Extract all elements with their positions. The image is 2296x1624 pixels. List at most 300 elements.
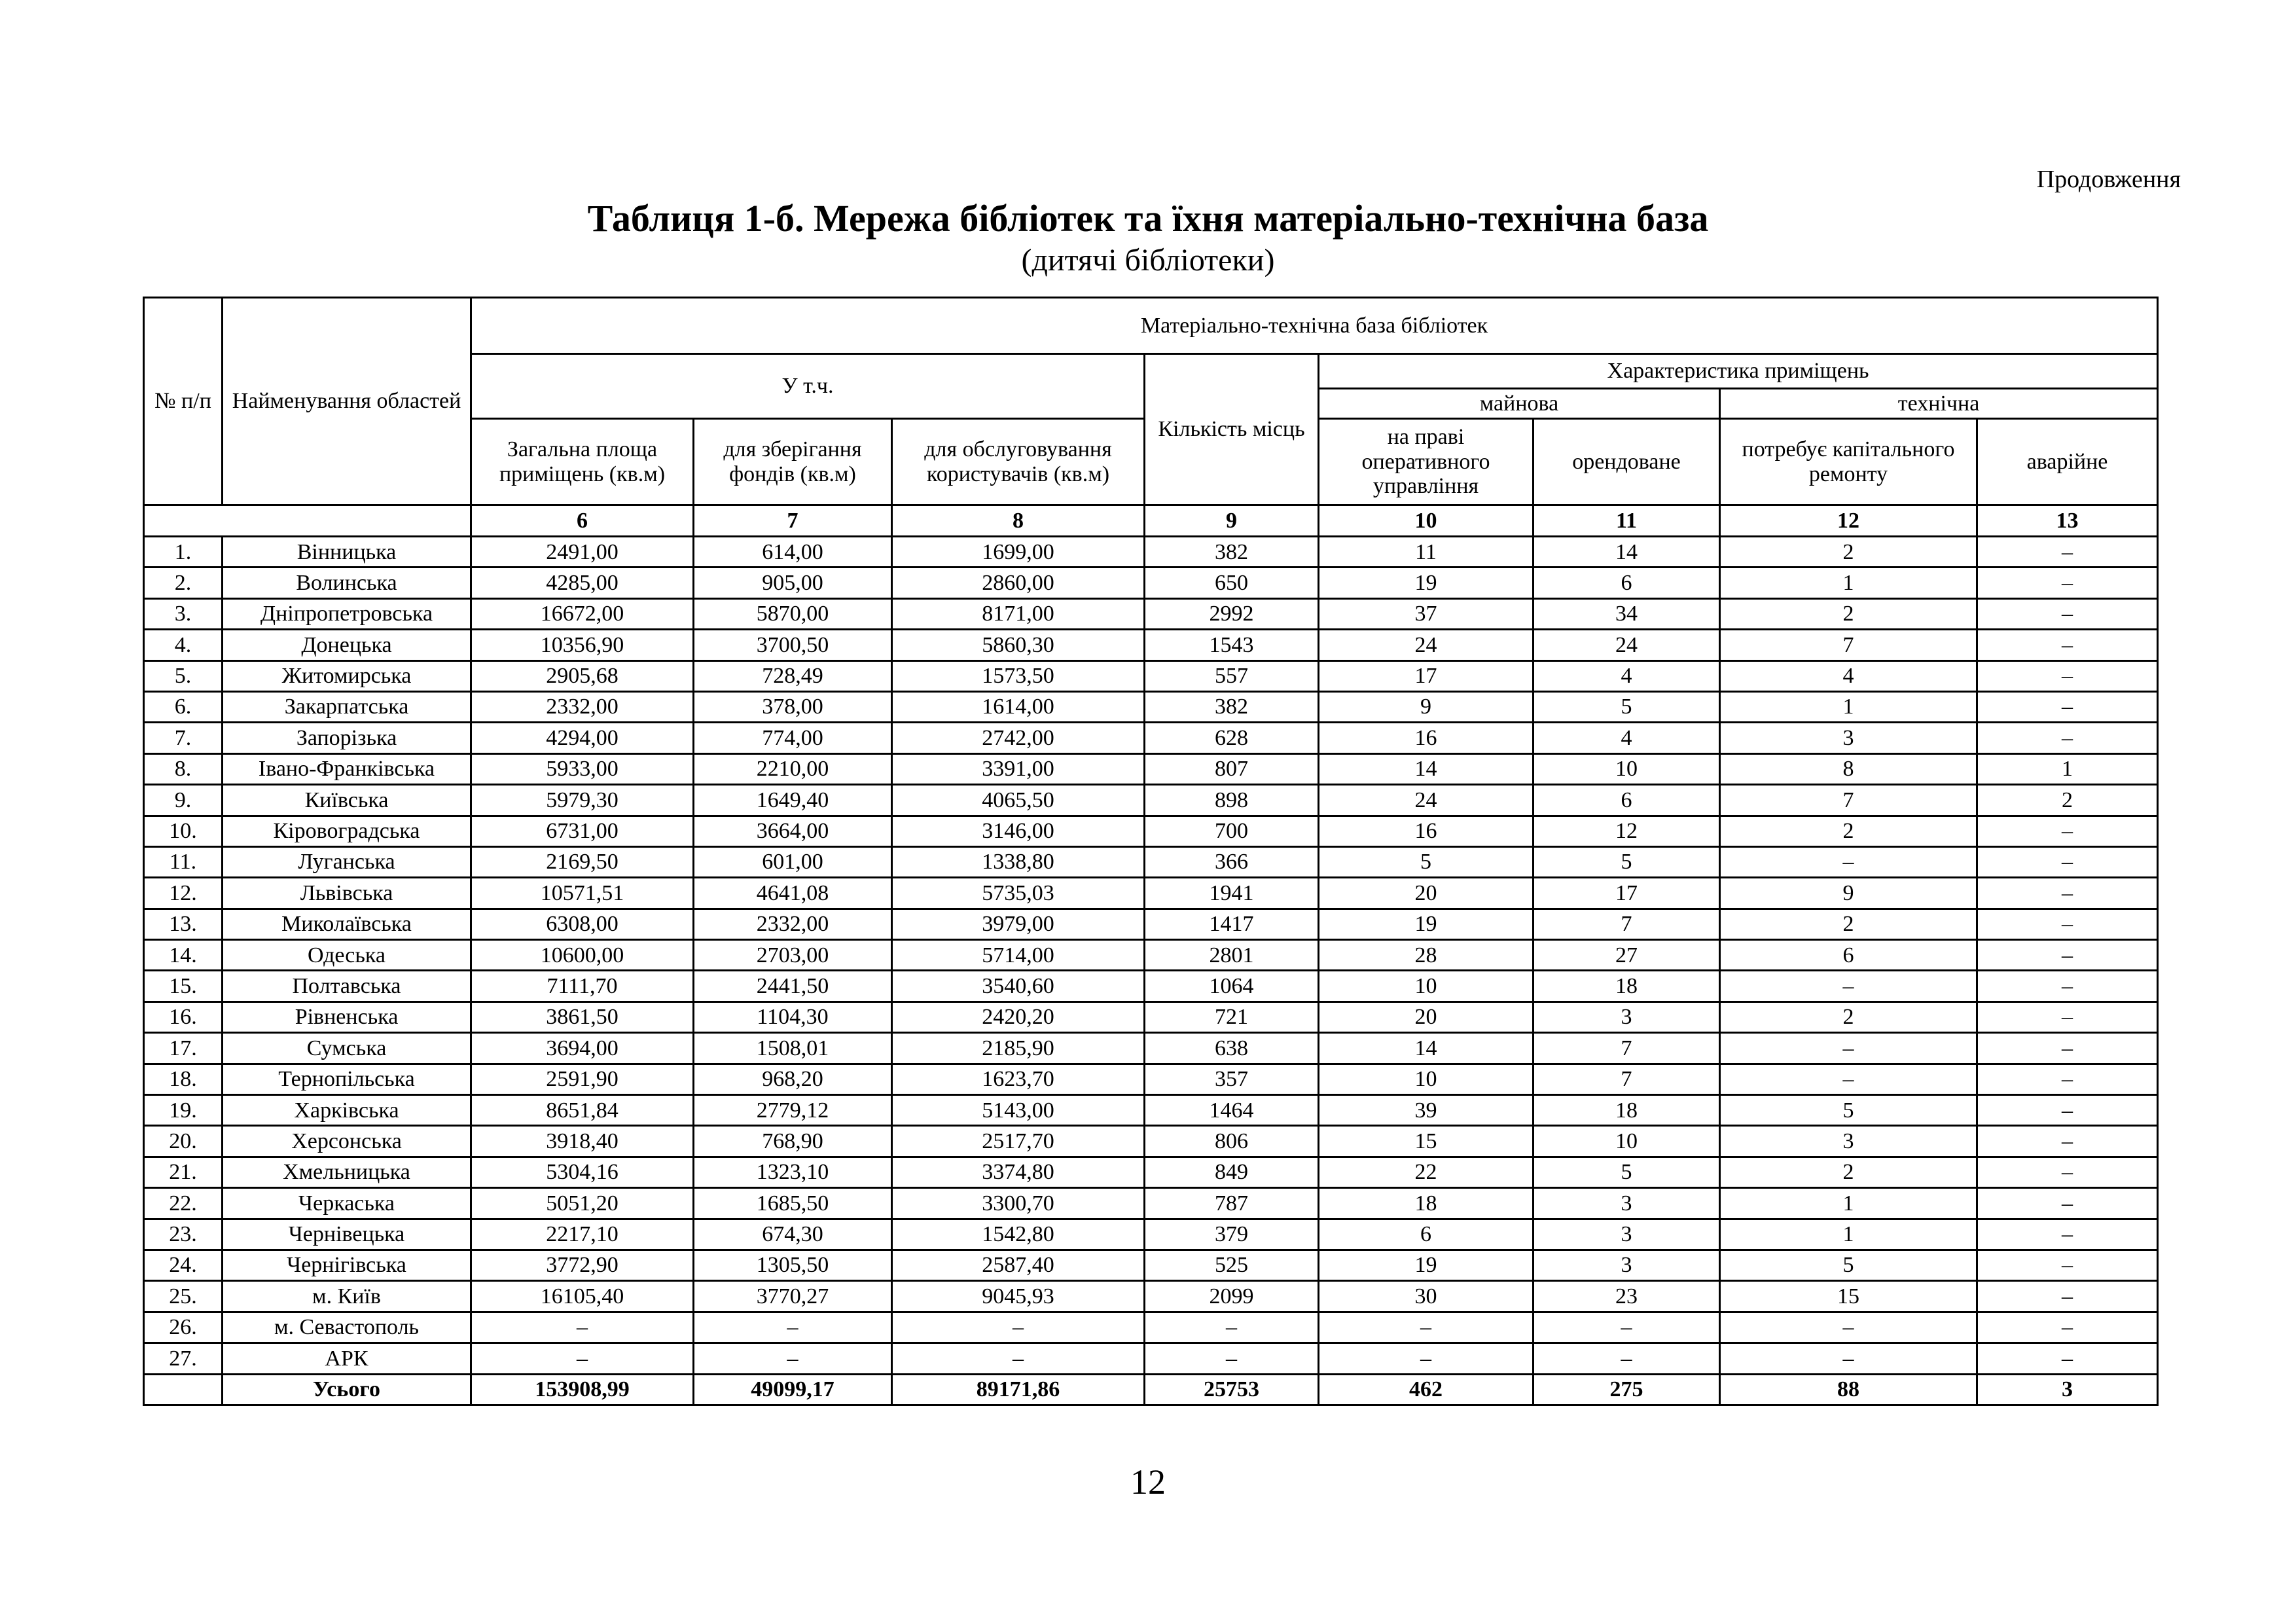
seats-cell: – <box>1145 1312 1319 1343</box>
needs-repair-cell: 2 <box>1720 598 1977 629</box>
service-area-cell: 1699,00 <box>892 537 1145 568</box>
emergency-cell: – <box>1977 1033 2158 1064</box>
table-row <box>144 568 2158 598</box>
seats-cell: 898 <box>1145 785 1319 816</box>
row-number-cell: 19. <box>144 1095 223 1126</box>
storage-area-cell: 4641,08 <box>694 878 892 909</box>
total-area-cell: 10600,00 <box>471 940 694 971</box>
emergency-cell: 1 <box>1977 753 2158 784</box>
libraries-table <box>143 297 2159 1406</box>
storage-area-cell: 3770,27 <box>694 1281 892 1312</box>
row-number-cell: 6. <box>144 691 223 722</box>
needs-repair-cell: 1 <box>1720 1188 1977 1219</box>
total-area-cell: 3772,90 <box>471 1250 694 1280</box>
operative-cell: 14 <box>1319 753 1534 784</box>
header-num: № п/п <box>144 298 223 505</box>
service-area-cell: 3979,00 <box>892 909 1145 939</box>
rented-cell: 6 <box>1534 568 1720 598</box>
table-row <box>144 598 2158 629</box>
total-area-cell: 5979,30 <box>471 785 694 816</box>
table-row <box>144 1126 2158 1157</box>
service-area-cell: 3300,70 <box>892 1188 1145 1219</box>
needs-repair-cell: 7 <box>1720 630 1977 660</box>
storage-area-cell: 728,49 <box>694 660 892 691</box>
emergency-cell: – <box>1977 1095 2158 1126</box>
emergency-cell: – <box>1977 878 2158 909</box>
needs-repair-cell: 15 <box>1720 1281 1977 1312</box>
row-number-cell: 4. <box>144 630 223 660</box>
seats-cell: 628 <box>1145 723 1319 753</box>
operative-cell: 19 <box>1319 568 1534 598</box>
row-number-cell: 12. <box>144 878 223 909</box>
table-row <box>144 660 2158 691</box>
rented-cell: 24 <box>1534 630 1720 660</box>
rented-cell: – <box>1534 1343 1720 1374</box>
needs-repair-cell: – <box>1720 1033 1977 1064</box>
operative-cell: 15 <box>1319 1126 1534 1157</box>
seats-cell: 2099 <box>1145 1281 1319 1312</box>
needs-repair-cell: 6 <box>1720 940 1977 971</box>
header-property: майнова <box>1319 389 1720 419</box>
operative-cell: 9 <box>1319 691 1534 722</box>
rented-cell: 18 <box>1534 1095 1720 1126</box>
row-number-cell: 11. <box>144 846 223 877</box>
seats-cell: 382 <box>1145 537 1319 568</box>
rented-cell: 5 <box>1534 846 1720 877</box>
row-number-cell: 25. <box>144 1281 223 1312</box>
total-seats-cell: 25753 <box>1145 1374 1319 1405</box>
needs-repair-cell: – <box>1720 846 1977 877</box>
seats-cell: 366 <box>1145 846 1319 877</box>
total-area-cell: 2332,00 <box>471 691 694 722</box>
table-row <box>144 1157 2158 1187</box>
total-area-cell: 5051,20 <box>471 1188 694 1219</box>
rented-cell: 23 <box>1534 1281 1720 1312</box>
region-name-cell: м. Київ <box>223 1281 471 1312</box>
storage-area-cell: 2332,00 <box>694 909 892 939</box>
seats-cell: 382 <box>1145 691 1319 722</box>
row-number-cell: 20. <box>144 1126 223 1157</box>
emergency-cell: – <box>1977 816 2158 846</box>
header-rented: орендоване <box>1534 419 1720 505</box>
storage-area-cell: 2441,50 <box>694 971 892 1001</box>
row-number-cell: 23. <box>144 1219 223 1250</box>
operative-cell: 19 <box>1319 909 1534 939</box>
needs-repair-cell: – <box>1720 1343 1977 1374</box>
needs-repair-cell: 5 <box>1720 1250 1977 1280</box>
total-area-cell: 3861,50 <box>471 1001 694 1032</box>
table-row <box>144 1001 2158 1032</box>
emergency-cell: – <box>1977 630 2158 660</box>
table-row <box>144 1343 2158 1374</box>
row-number-cell: 5. <box>144 660 223 691</box>
total-area-cell: 4294,00 <box>471 723 694 753</box>
row-number-cell: 9. <box>144 785 223 816</box>
row-number-cell: 21. <box>144 1157 223 1187</box>
column-numbers-row <box>144 505 2158 537</box>
rented-cell: 4 <box>1534 723 1720 753</box>
row-number-cell: 17. <box>144 1033 223 1064</box>
seats-cell: 1941 <box>1145 878 1319 909</box>
total-area-cell: 2905,68 <box>471 660 694 691</box>
region-name-cell: Одеська <box>223 940 471 971</box>
region-name-cell: Житомирська <box>223 660 471 691</box>
emergency-cell: – <box>1977 723 2158 753</box>
operative-cell: 10 <box>1319 1064 1534 1094</box>
region-name-cell: Херсонська <box>223 1126 471 1157</box>
needs-repair-cell: – <box>1720 1312 1977 1343</box>
row-number-cell: 7. <box>144 723 223 753</box>
service-area-cell: 3540,60 <box>892 971 1145 1001</box>
total-storage-area-cell: 49099,17 <box>694 1374 892 1405</box>
rented-cell: 14 <box>1534 537 1720 568</box>
seats-cell: 1417 <box>1145 909 1319 939</box>
table-row <box>144 1064 2158 1094</box>
operative-cell: 20 <box>1319 1001 1534 1032</box>
needs-repair-cell: 4 <box>1720 660 1977 691</box>
operative-cell: 18 <box>1319 1188 1534 1219</box>
region-name-cell: Черкаська <box>223 1188 471 1219</box>
table-row <box>144 1281 2158 1312</box>
region-name-cell: Чернівецька <box>223 1219 471 1250</box>
total-area-cell: 4285,00 <box>471 568 694 598</box>
storage-area-cell: 5870,00 <box>694 598 892 629</box>
needs-repair-cell: 2 <box>1720 537 1977 568</box>
total-area-cell: 5933,00 <box>471 753 694 784</box>
table-row <box>144 691 2158 722</box>
seats-cell: 379 <box>1145 1219 1319 1250</box>
table-row <box>144 630 2158 660</box>
column-number: 10 <box>1319 505 1534 537</box>
column-number: 8 <box>892 505 1145 537</box>
row-number-cell: 15. <box>144 971 223 1001</box>
service-area-cell: 2587,40 <box>892 1250 1145 1280</box>
seats-cell: 525 <box>1145 1250 1319 1280</box>
seats-cell: 807 <box>1145 753 1319 784</box>
service-area-cell: 2517,70 <box>892 1126 1145 1157</box>
rented-cell: – <box>1534 1312 1720 1343</box>
operative-cell: 28 <box>1319 940 1534 971</box>
needs-repair-cell: 1 <box>1720 568 1977 598</box>
row-number-cell: 18. <box>144 1064 223 1094</box>
table-row <box>144 909 2158 939</box>
region-name-cell: Хмельницька <box>223 1157 471 1187</box>
operative-cell: 24 <box>1319 785 1534 816</box>
storage-area-cell: 1323,10 <box>694 1157 892 1187</box>
page-title: Таблиця 1-б. Мережа бібліотек та їхня матеріально-технічна база <box>587 197 1709 240</box>
rented-cell: 17 <box>1534 878 1720 909</box>
rented-cell: 7 <box>1534 909 1720 939</box>
emergency-cell: – <box>1977 1281 2158 1312</box>
total-area-cell: 10571,51 <box>471 878 694 909</box>
emergency-cell: – <box>1977 1064 2158 1094</box>
region-name-cell: Рівненська <box>223 1001 471 1032</box>
rented-cell: 18 <box>1534 971 1720 1001</box>
emergency-cell: – <box>1977 846 2158 877</box>
service-area-cell: 1338,80 <box>892 846 1145 877</box>
total-needs-repair-cell: 88 <box>1720 1374 1977 1405</box>
page-subtitle: (дитячі бібліотеки) <box>1021 243 1275 278</box>
storage-area-cell: 3700,50 <box>694 630 892 660</box>
header-emergency: аварійне <box>1977 419 2158 505</box>
storage-area-cell: 378,00 <box>694 691 892 722</box>
table-header <box>144 298 2158 537</box>
emergency-cell: – <box>1977 1312 2158 1343</box>
region-name-cell: Полтавська <box>223 971 471 1001</box>
seats-cell: 2801 <box>1145 940 1319 971</box>
total-area-cell: 6308,00 <box>471 909 694 939</box>
storage-area-cell: 1508,01 <box>694 1033 892 1064</box>
region-name-cell: Львівська <box>223 878 471 909</box>
service-area-cell: – <box>892 1343 1145 1374</box>
total-area-cell: 3694,00 <box>471 1033 694 1064</box>
total-area-cell: 5304,16 <box>471 1157 694 1187</box>
header-seats: Кількість місць <box>1145 354 1319 505</box>
seats-cell: – <box>1145 1343 1319 1374</box>
table-row <box>144 1095 2158 1126</box>
service-area-cell: 3146,00 <box>892 816 1145 846</box>
total-area-cell: 16105,40 <box>471 1281 694 1312</box>
table-row <box>144 723 2158 753</box>
row-number-cell: 26. <box>144 1312 223 1343</box>
total-area-cell: 2591,90 <box>471 1064 694 1094</box>
total-area-cell: 2491,00 <box>471 537 694 568</box>
table-row <box>144 1033 2158 1064</box>
total-emergency-cell: 3 <box>1977 1374 2158 1405</box>
table-row <box>144 785 2158 816</box>
needs-repair-cell: – <box>1720 1064 1977 1094</box>
operative-cell: 16 <box>1319 816 1534 846</box>
header-technical: технічна <box>1720 389 2158 419</box>
row-number-cell: 10. <box>144 816 223 846</box>
storage-area-cell: 1685,50 <box>694 1188 892 1219</box>
service-area-cell: 2185,90 <box>892 1033 1145 1064</box>
header-service: для обслуговування користувачів (кв.м) <box>892 419 1145 505</box>
continuation-label: Продовження <box>2036 166 2181 193</box>
emergency-cell: – <box>1977 660 2158 691</box>
column-number: 12 <box>1720 505 1977 537</box>
header-material-base: Матеріально-технічна база бібліотек <box>471 298 2158 354</box>
page-number: 12 <box>1130 1462 1166 1502</box>
operative-cell: 14 <box>1319 1033 1534 1064</box>
service-area-cell: 5860,30 <box>892 630 1145 660</box>
seats-cell: 357 <box>1145 1064 1319 1094</box>
service-area-cell: 2420,20 <box>892 1001 1145 1032</box>
region-name-cell: Миколаївська <box>223 909 471 939</box>
service-area-cell: 1573,50 <box>892 660 1145 691</box>
region-name-cell: Волинська <box>223 568 471 598</box>
table-row <box>144 878 2158 909</box>
service-area-cell: 2860,00 <box>892 568 1145 598</box>
region-name-cell: Вінницька <box>223 537 471 568</box>
storage-area-cell: 1305,50 <box>694 1250 892 1280</box>
operative-cell: 37 <box>1319 598 1534 629</box>
service-area-cell: 5735,03 <box>892 878 1145 909</box>
needs-repair-cell: 5 <box>1720 1095 1977 1126</box>
storage-area-cell: 674,30 <box>694 1219 892 1250</box>
emergency-cell: – <box>1977 691 2158 722</box>
service-area-cell: 9045,93 <box>892 1281 1145 1312</box>
total-area-cell: 2169,50 <box>471 846 694 877</box>
header-operative: на праві оперативного управління <box>1319 419 1534 505</box>
emergency-cell: – <box>1977 1157 2158 1187</box>
emergency-cell: – <box>1977 1126 2158 1157</box>
row-number-cell: 3. <box>144 598 223 629</box>
table-row <box>144 971 2158 1001</box>
seats-cell: 721 <box>1145 1001 1319 1032</box>
storage-area-cell: 614,00 <box>694 537 892 568</box>
region-name-cell: Київська <box>223 785 471 816</box>
seats-cell: 1543 <box>1145 630 1319 660</box>
operative-cell: 20 <box>1319 878 1534 909</box>
total-area-cell: 3918,40 <box>471 1126 694 1157</box>
region-name-cell: Чернігівська <box>223 1250 471 1280</box>
emergency-cell: – <box>1977 568 2158 598</box>
column-number: 11 <box>1534 505 1720 537</box>
table-row <box>144 846 2158 877</box>
region-name-cell: Івано-Франківська <box>223 753 471 784</box>
service-area-cell: – <box>892 1312 1145 1343</box>
total-row-number-cell <box>144 1374 223 1405</box>
operative-cell: 6 <box>1319 1219 1534 1250</box>
rented-cell: 10 <box>1534 753 1720 784</box>
region-name-cell: Тернопільська <box>223 1064 471 1094</box>
rented-cell: 3 <box>1534 1219 1720 1250</box>
emergency-cell: – <box>1977 940 2158 971</box>
region-name-cell: Харківська <box>223 1095 471 1126</box>
needs-repair-cell: 8 <box>1720 753 1977 784</box>
emergency-cell: – <box>1977 909 2158 939</box>
storage-area-cell: 768,90 <box>694 1126 892 1157</box>
total-area-cell: 10356,90 <box>471 630 694 660</box>
seats-cell: 700 <box>1145 816 1319 846</box>
emergency-cell: 2 <box>1977 785 2158 816</box>
seats-cell: 1064 <box>1145 971 1319 1001</box>
region-name-cell: Запорізька <box>223 723 471 753</box>
operative-cell: 39 <box>1319 1095 1534 1126</box>
needs-repair-cell: 2 <box>1720 816 1977 846</box>
needs-repair-cell: 1 <box>1720 691 1977 722</box>
rented-cell: 34 <box>1534 598 1720 629</box>
needs-repair-cell: – <box>1720 971 1977 1001</box>
rented-cell: 6 <box>1534 785 1720 816</box>
rented-cell: 7 <box>1534 1064 1720 1094</box>
rented-cell: 3 <box>1534 1001 1720 1032</box>
total-total-area-cell: 153908,99 <box>471 1374 694 1405</box>
storage-area-cell: 1104,30 <box>694 1001 892 1032</box>
region-name-cell: м. Севастополь <box>223 1312 471 1343</box>
rented-cell: 5 <box>1534 691 1720 722</box>
table-row <box>144 1188 2158 1219</box>
service-area-cell: 8171,00 <box>892 598 1145 629</box>
operative-cell: 24 <box>1319 630 1534 660</box>
rented-cell: 5 <box>1534 1157 1720 1187</box>
region-name-cell: Донецька <box>223 630 471 660</box>
operative-cell: – <box>1319 1343 1534 1374</box>
row-number-cell: 16. <box>144 1001 223 1032</box>
table-row <box>144 1312 2158 1343</box>
row-number-cell: 27. <box>144 1343 223 1374</box>
total-area-cell: – <box>471 1312 694 1343</box>
column-number: 9 <box>1145 505 1319 537</box>
operative-cell: – <box>1319 1312 1534 1343</box>
total-area-cell: 2217,10 <box>471 1219 694 1250</box>
header-total-area: Загальна площа приміщень (кв.м) <box>471 419 694 505</box>
table-row <box>144 1250 2158 1280</box>
header-storage: для зберігання фондів (кв.м) <box>694 419 892 505</box>
operative-cell: 30 <box>1319 1281 1534 1312</box>
emergency-cell: – <box>1977 537 2158 568</box>
needs-repair-cell: 2 <box>1720 1157 1977 1187</box>
emergency-cell: – <box>1977 598 2158 629</box>
seats-cell: 849 <box>1145 1157 1319 1187</box>
seats-cell: 557 <box>1145 660 1319 691</box>
storage-area-cell: 1649,40 <box>694 785 892 816</box>
seats-cell: 2992 <box>1145 598 1319 629</box>
header-premises: Характеристика приміщень <box>1319 354 2158 389</box>
rented-cell: 27 <box>1534 940 1720 971</box>
service-area-cell: 3374,80 <box>892 1157 1145 1187</box>
service-area-cell: 1614,00 <box>892 691 1145 722</box>
region-name-cell: Кіровоградська <box>223 816 471 846</box>
row-number-cell: 24. <box>144 1250 223 1280</box>
storage-area-cell: 2703,00 <box>694 940 892 971</box>
region-name-cell: Сумська <box>223 1033 471 1064</box>
needs-repair-cell: 3 <box>1720 723 1977 753</box>
table-row <box>144 816 2158 846</box>
table-row <box>144 940 2158 971</box>
total-area-cell: 6731,00 <box>471 816 694 846</box>
table-row <box>144 1219 2158 1250</box>
needs-repair-cell: 1 <box>1720 1219 1977 1250</box>
emergency-cell: – <box>1977 1343 2158 1374</box>
row-number-cell: 1. <box>144 537 223 568</box>
column-number-spacer <box>144 505 471 537</box>
operative-cell: 17 <box>1319 660 1534 691</box>
row-number-cell: 2. <box>144 568 223 598</box>
service-area-cell: 1542,80 <box>892 1219 1145 1250</box>
operative-cell: 5 <box>1319 846 1534 877</box>
needs-repair-cell: 7 <box>1720 785 1977 816</box>
operative-cell: 16 <box>1319 723 1534 753</box>
total-area-cell: 7111,70 <box>471 971 694 1001</box>
storage-area-cell: 601,00 <box>694 846 892 877</box>
row-number-cell: 14. <box>144 940 223 971</box>
seats-cell: 1464 <box>1145 1095 1319 1126</box>
rented-cell: 4 <box>1534 660 1720 691</box>
emergency-cell: – <box>1977 1001 2158 1032</box>
service-area-cell: 4065,50 <box>892 785 1145 816</box>
table-row <box>144 537 2158 568</box>
total-area-cell: 16672,00 <box>471 598 694 629</box>
rented-cell: 10 <box>1534 1126 1720 1157</box>
operative-cell: 11 <box>1319 537 1534 568</box>
service-area-cell: 3391,00 <box>892 753 1145 784</box>
needs-repair-cell: 3 <box>1720 1126 1977 1157</box>
total-operative-cell: 462 <box>1319 1374 1534 1405</box>
rented-cell: 3 <box>1534 1250 1720 1280</box>
storage-area-cell: 774,00 <box>694 723 892 753</box>
storage-area-cell: 968,20 <box>694 1064 892 1094</box>
storage-area-cell: – <box>694 1312 892 1343</box>
rented-cell: 3 <box>1534 1188 1720 1219</box>
needs-repair-cell: 2 <box>1720 1001 1977 1032</box>
total-area-cell: – <box>471 1343 694 1374</box>
header-repair: потребує капітального ремонту <box>1720 419 1977 505</box>
row-number-cell: 8. <box>144 753 223 784</box>
header-including: У т.ч. <box>471 354 1145 419</box>
service-area-cell: 5714,00 <box>892 940 1145 971</box>
